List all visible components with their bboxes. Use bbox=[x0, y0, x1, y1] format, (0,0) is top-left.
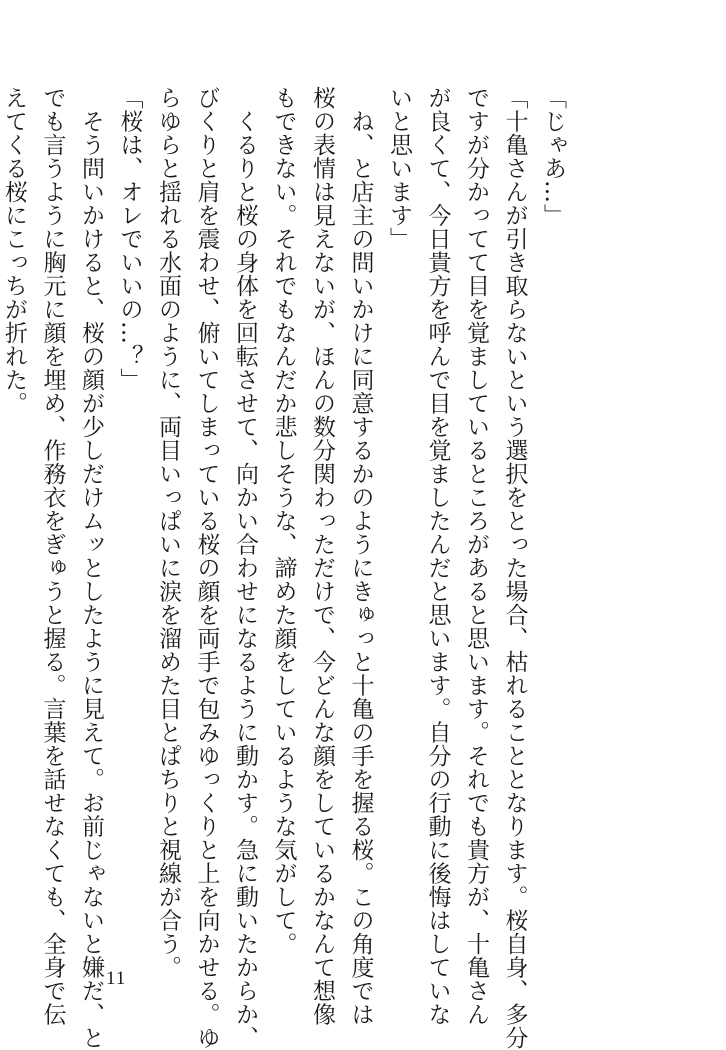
text-line: 「十亀さんが引き取らないという選択をとった場合、枯れることとなります。桜自身、多分 bbox=[501, 86, 528, 1050]
page-number: 11 bbox=[106, 968, 127, 989]
text-line: 「桜は、オレでいいの…？」 bbox=[116, 86, 143, 392]
text-line: でも言うように胸元に顔を埋め、作務衣をぎゅうと握る。言葉を話せなくても、全身で伝 bbox=[39, 86, 66, 1026]
text-line: が良くて、今日貴方を呼んで目を覚ましたんだと思います。自分の行動に後悔はしていな bbox=[424, 86, 451, 1026]
text-line: くるりと桜の身体を回転させて、向かい合わせになるように動かす。急に動いたからか、 bbox=[232, 86, 258, 1050]
text-line: びくりと肩を震わせ、俯いてしまっている桜の顔を両手で包みゆっくりと上を向かせる。ゆ bbox=[193, 86, 220, 1050]
text-line: ね、と店主の問いかけに同意するかのようにきゅっと十亀の手を握る桜。この角度では bbox=[347, 86, 374, 1026]
text-line: らゆらと揺れる水面のように、両目いっぱいに涙を溜めた目とぱちりと視線が合う。 bbox=[155, 86, 181, 979]
text-line: もできない。それでもなんだか悲しそうな、諦めた顔をしているような気がして。 bbox=[270, 86, 297, 956]
text-line: ですが分かってて目を覚ましているところがあると思います。それでも貴方が、十亀さん bbox=[463, 86, 489, 1026]
text-line: いと思います」 bbox=[386, 86, 412, 251]
text-line: 桜の表情は見えないが、ほんの数分関わっただけで、今どんな顔をしているかなんて想像 bbox=[309, 86, 335, 1026]
text-line: そう問いかけると、桜の顔が少しだけムッとしたように見えて。お前じゃないと嫌だ、と bbox=[78, 86, 104, 1050]
text-line: えてくる桜にこっちが折れた。 bbox=[1, 86, 27, 415]
text-line: 「じゃあ…」 bbox=[540, 86, 566, 227]
